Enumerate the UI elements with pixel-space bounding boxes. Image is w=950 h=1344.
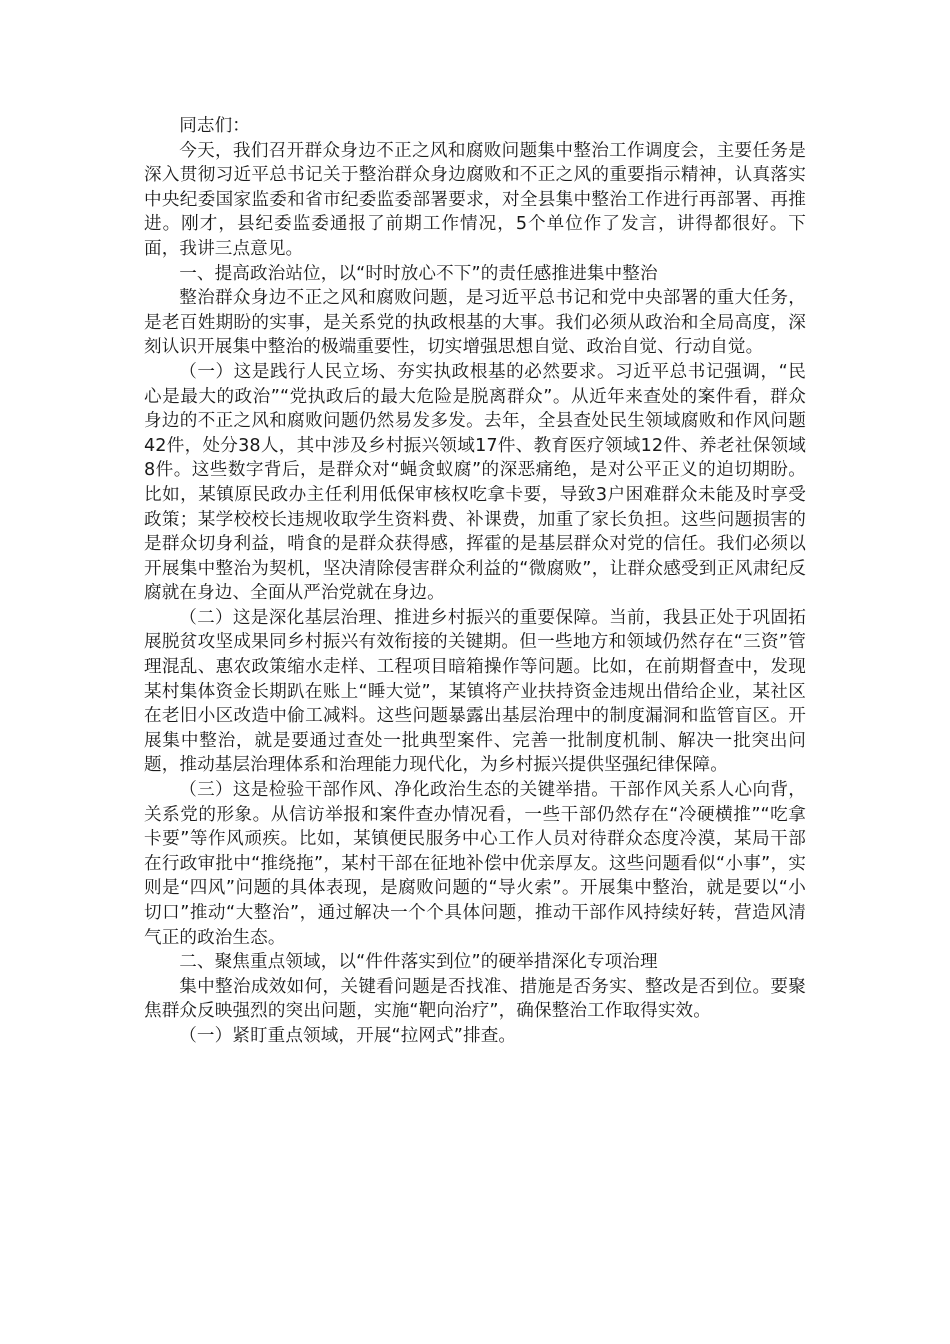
document-body [144, 114, 806, 1049]
section-2-point-1: （一）紧盯重点领域，开展“拉网式”排查。 [179, 1025, 517, 1046]
section-1-point-2: （二）这是深化基层治理、推进乡村振兴的重要保障。当前，我县正处于巩固拓展脱贫攻坚成果同乡村振兴有效衔接的关键期。但一些地方和领域仍然存在“三资”管理混乱、惠农政策缩水走样、工程项目暗箱操作等问题。比如，在前期督查中，发现某村集体资金长期趴在账上“睡大觉”，某镇将产业扶持资金违规出借给企业，某社区在老旧小区改造中偷工减料。这些问题暴露出基层治理中的制度漏洞和监管盲区。开展集中整治，就是要通过查处一批典型案件、完善一批制度机制、解决一批突出问题，推动基层治理体系和治理能力现代化，为乡村振兴提供坚强纪律保障。 [144, 607, 806, 776]
section-1-intro: 整治群众身边不正之风和腐败问题，是习近平总书记和党中央部署的重大任务，是老百姓期盼的实事，是关系党的执政根基的大事。我们必须从政治和全局高度，深刻认识开展集中整治的极端重要性，切实增强思想自觉、政治自觉、行动自觉。 [144, 288, 806, 358]
section-2-intro: 集中整治成效如何，关键看问题是否找准、措施是否务实、整改是否到位。要聚焦群众反映强烈的突出问题，实施“靶向治疗”，确保整治工作取得实效。 [144, 976, 806, 1022]
section-1-point-1: （一）这是践行人民立场、夯实执政根基的必然要求。习近平总书记强调，“民心是最大的政治”“党执政后的最大危险是脱离群众”。从近年来查处的案件看，群众身边的不正之风和腐败问题仍然易发多发。去年，全县查处民生领域腐败和作风问题42件，处分38人，其中涉及乡村振兴领域17件、教育医疗领域12件、养老社保领域8件。这些数字背后，是群众对“蝇贪蚁腐”的深恶痛绝，是对公平正义的迫切期盼。比如，某镇原民政办主任利用低保审核权吃拿卡要，导致3户困难群众未能及时享受政策；某学校校长违规收取学生资料费、补课费，加重了家长负担。这些问题损害的是群众切身利益，啃食的是群众获得感，挥霍的是基层群众对党的信任。我们必须以开展集中整治为契机，坚决清除侵害群众利益的“微腐败”，让群众感受到正风肃纪反腐就在身边、全面从严治党就在身边。 [144, 361, 806, 604]
section-heading-1: 一、提高政治站位，以“时时放心不下”的责任感推进集中整治 [179, 263, 658, 284]
section-heading-2: 二、聚焦重点领域，以“件件落实到位”的硬举措深化专项治理 [179, 952, 658, 973]
salutation: 同志们： [179, 116, 250, 136]
intro-paragraph: 今天，我们召开群众身边不正之风和腐败问题集中整治工作调度会，主要任务是深入贯彻习近平总书记关于整治群众身边腐败和不正之风的重要指示精神，认真落实中央纪委国家监委和省市纪委监委部署要求，对全县集中整治工作进行再部署、再推进。刚才，县纪委监委通报了前期工作情况，5个单位作了发言，讲得都很好。下面，我讲三点意见。 [144, 140, 806, 259]
section-1-point-3: （三）这是检验干部作风、净化政治生态的关键举措。干部作风关系人心向背，关系党的形象。从信访举报和案件查办情况看，一些干部仍然存在“冷硬横推”“吃拿卡要”等作风顽疾。比如，某镇便民服务中心工作人员对待群众态度冷漠，某局干部在行政审批中“推绕拖”，某村干部在征地补偿中优亲厚友。这些问题看似“小事”，实则是“四风”问题的具体表现，是腐败问题的“导火索”。开展集中整治，就是要以“小切口”推动“大整治”，通过解决一个个具体问题，推动干部作风持续好转，营造风清气正的政治生态。 [144, 780, 806, 948]
